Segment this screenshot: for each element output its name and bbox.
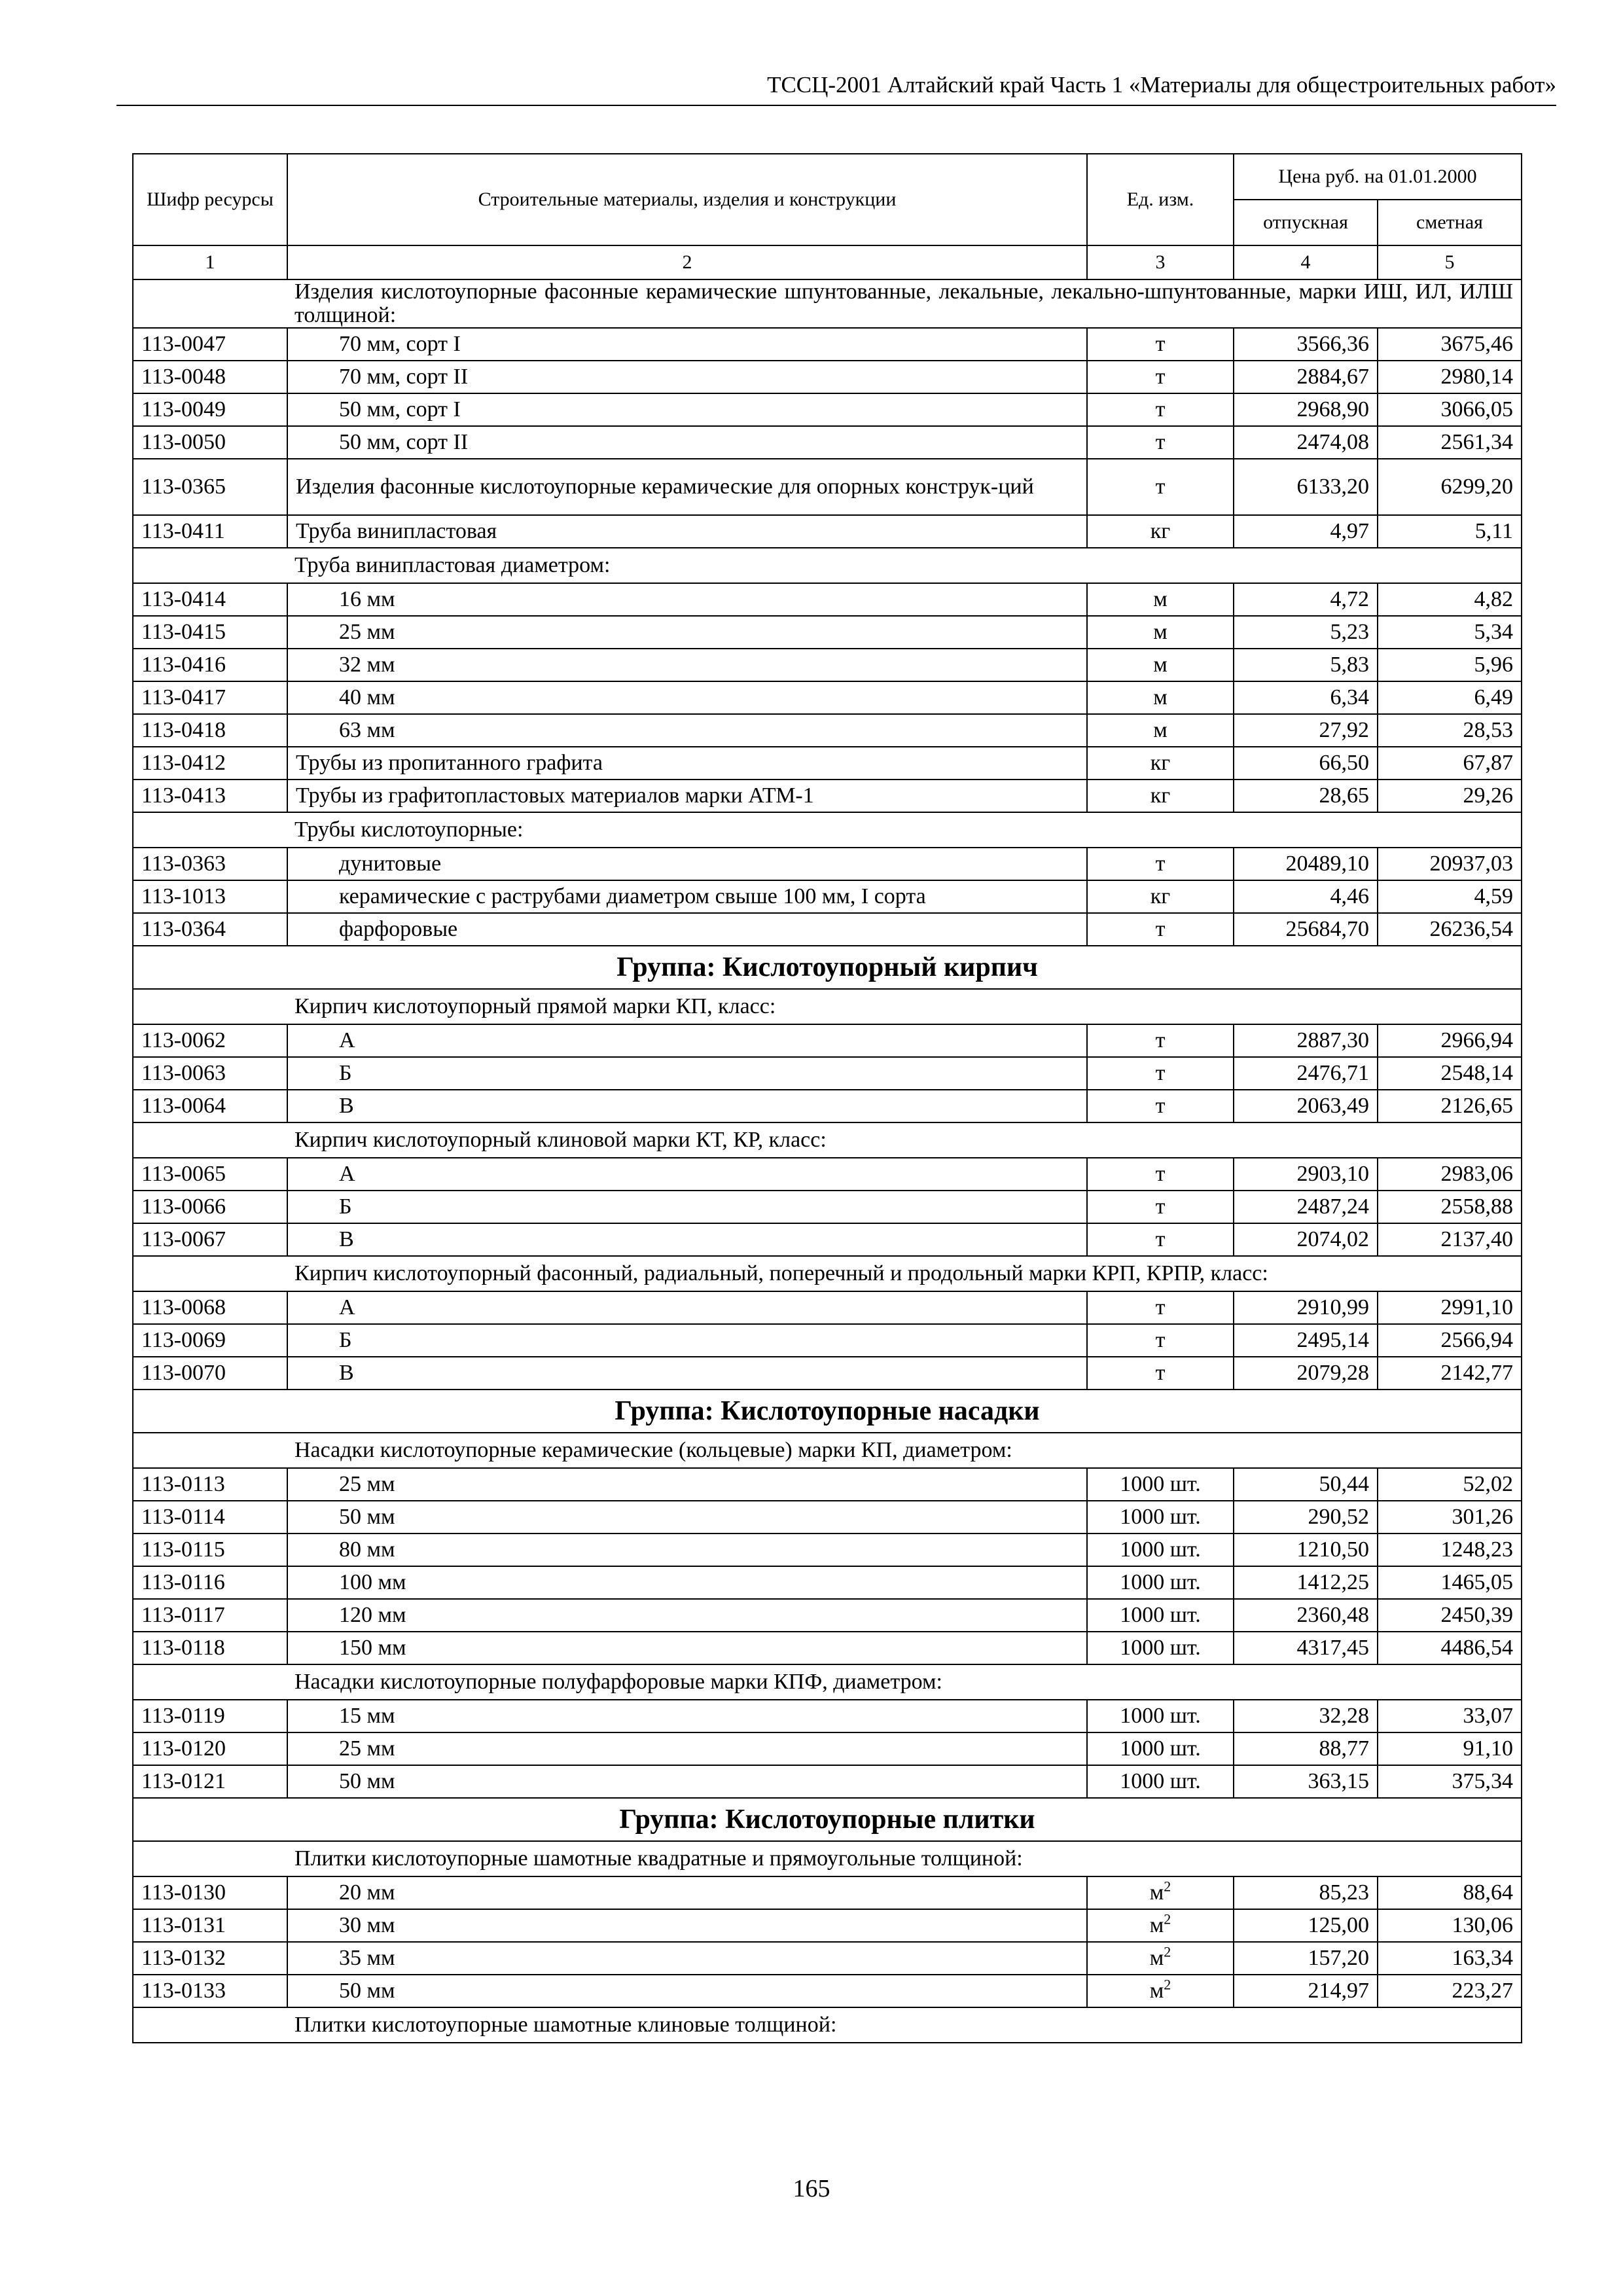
unit-base: м bbox=[1149, 1913, 1164, 1937]
resource-code: 113-0365 bbox=[133, 459, 287, 515]
unit-of-measure: 1000 шт. bbox=[1087, 1765, 1234, 1798]
material-name: Б bbox=[287, 1324, 1087, 1357]
resource-code: 113-0063 bbox=[133, 1057, 287, 1090]
resource-code: 113-0119 bbox=[133, 1700, 287, 1732]
subgroup-title-row bbox=[133, 1256, 1522, 1291]
subgroup-title-row bbox=[133, 1664, 1522, 1700]
subgroup-title: Кирпич кислотоупорный клиновой марки КТ, КР, класс: bbox=[133, 1122, 1522, 1158]
price-estimate: 91,10 bbox=[1378, 1732, 1522, 1765]
resource-code: 113-0066 bbox=[133, 1191, 287, 1223]
resource-code: 113-0133 bbox=[133, 1975, 287, 2007]
price-release: 157,20 bbox=[1234, 1942, 1378, 1975]
subgroup-title-row bbox=[133, 548, 1522, 583]
resource-code: 113-0049 bbox=[133, 393, 287, 426]
price-release: 66,50 bbox=[1234, 747, 1378, 780]
subgroup-title-row bbox=[133, 1433, 1522, 1468]
table-body bbox=[133, 279, 1522, 2043]
material-name: А bbox=[287, 1291, 1087, 1324]
unit-of-measure: т bbox=[1087, 1191, 1234, 1223]
price-estimate: 130,06 bbox=[1378, 1909, 1522, 1942]
material-name: 15 мм bbox=[287, 1700, 1087, 1732]
table-row bbox=[133, 1975, 1522, 2007]
table-row bbox=[133, 583, 1522, 616]
material-name: 40 мм bbox=[287, 681, 1087, 714]
price-release: 88,77 bbox=[1234, 1732, 1378, 1765]
unit-of-measure: 1000 шт. bbox=[1087, 1566, 1234, 1599]
material-name: 70 мм, сорт II bbox=[287, 361, 1087, 393]
price-estimate: 88,64 bbox=[1378, 1876, 1522, 1909]
header-rule bbox=[116, 105, 1556, 106]
material-name: 32 мм bbox=[287, 649, 1087, 681]
material-name: А bbox=[287, 1024, 1087, 1057]
table-row bbox=[133, 747, 1522, 780]
resource-code: 113-0116 bbox=[133, 1566, 287, 1599]
unit-exponent: 2 bbox=[1164, 1878, 1171, 1895]
price-release: 2474,08 bbox=[1234, 426, 1378, 459]
unit-of-measure: т bbox=[1087, 1090, 1234, 1122]
table-row bbox=[133, 1357, 1522, 1390]
material-name: В bbox=[287, 1090, 1087, 1122]
table-row bbox=[133, 328, 1522, 361]
unit-of-measure: 1000 шт. bbox=[1087, 1599, 1234, 1632]
unit-of-measure: м bbox=[1087, 649, 1234, 681]
table-row bbox=[133, 1291, 1522, 1324]
material-name: 80 мм bbox=[287, 1534, 1087, 1566]
unit-exponent: 2 bbox=[1164, 1943, 1171, 1960]
material-name: 63 мм bbox=[287, 714, 1087, 747]
material-name: 25 мм bbox=[287, 1732, 1087, 1765]
table-row bbox=[133, 1942, 1522, 1975]
price-estimate: 2980,14 bbox=[1378, 361, 1522, 393]
table-row bbox=[133, 880, 1522, 913]
subgroup-title: Плитки кислотоупорные шамотные клиновые толщиной: bbox=[133, 2007, 1522, 2043]
price-estimate: 29,26 bbox=[1378, 780, 1522, 812]
table-row bbox=[133, 1876, 1522, 1909]
price-release: 27,92 bbox=[1234, 714, 1378, 747]
resource-code: 113-0069 bbox=[133, 1324, 287, 1357]
material-name: 35 мм bbox=[287, 1942, 1087, 1975]
page-number: 165 bbox=[793, 2175, 830, 2202]
material-name: 16 мм bbox=[287, 583, 1087, 616]
price-estimate: 2142,77 bbox=[1378, 1357, 1522, 1390]
price-estimate: 375,34 bbox=[1378, 1765, 1522, 1798]
price-release: 2887,30 bbox=[1234, 1024, 1378, 1057]
unit-of-measure: т bbox=[1087, 1024, 1234, 1057]
unit-of-measure: 1000 шт. bbox=[1087, 1534, 1234, 1566]
price-estimate: 2983,06 bbox=[1378, 1158, 1522, 1191]
price-estimate: 163,34 bbox=[1378, 1942, 1522, 1975]
price-estimate: 5,34 bbox=[1378, 616, 1522, 649]
material-name: 25 мм bbox=[287, 616, 1087, 649]
price-release: 2910,99 bbox=[1234, 1291, 1378, 1324]
material-name: 50 мм bbox=[287, 1501, 1087, 1534]
price-release: 20489,10 bbox=[1234, 848, 1378, 880]
unit-exponent: 2 bbox=[1164, 1910, 1171, 1928]
price-release: 6133,20 bbox=[1234, 459, 1378, 515]
table-row bbox=[133, 1534, 1522, 1566]
table-row bbox=[133, 913, 1522, 946]
unit-of-measure: т bbox=[1087, 459, 1234, 515]
price-estimate: 1465,05 bbox=[1378, 1566, 1522, 1599]
group-heading-row bbox=[133, 1798, 1522, 1841]
material-name: 50 мм, сорт II bbox=[287, 426, 1087, 459]
col-number: 1 bbox=[133, 245, 287, 279]
resource-code: 113-0413 bbox=[133, 780, 287, 812]
table-row bbox=[133, 1566, 1522, 1599]
resource-code: 113-0113 bbox=[133, 1468, 287, 1501]
table-row bbox=[133, 1024, 1522, 1057]
price-estimate: 2137,40 bbox=[1378, 1223, 1522, 1256]
price-release: 2079,28 bbox=[1234, 1357, 1378, 1390]
table-row bbox=[133, 1765, 1522, 1798]
col-header-price-estimate: сметная bbox=[1378, 200, 1522, 245]
unit-of-measure: м bbox=[1087, 681, 1234, 714]
subgroup-title: Трубы кислотоупорные: bbox=[133, 812, 1522, 848]
unit-of-measure: кг bbox=[1087, 747, 1234, 780]
material-name: 50 мм bbox=[287, 1765, 1087, 1798]
price-release: 2063,49 bbox=[1234, 1090, 1378, 1122]
price-release: 28,65 bbox=[1234, 780, 1378, 812]
col-number: 5 bbox=[1378, 245, 1522, 279]
price-release: 1412,25 bbox=[1234, 1566, 1378, 1599]
unit-of-measure: т bbox=[1087, 1223, 1234, 1256]
material-name: 70 мм, сорт I bbox=[287, 328, 1087, 361]
material-name: Труба винипластовая bbox=[287, 515, 1087, 548]
table-row bbox=[133, 515, 1522, 548]
group-heading: Группа: Кислотоупорные насадки bbox=[133, 1390, 1522, 1433]
table-row bbox=[133, 393, 1522, 426]
price-estimate: 26236,54 bbox=[1378, 913, 1522, 946]
col-header-code: Шифр ресурсы bbox=[133, 154, 287, 245]
col-number: 2 bbox=[287, 245, 1087, 279]
unit-of-measure: м bbox=[1087, 583, 1234, 616]
price-release: 5,83 bbox=[1234, 649, 1378, 681]
material-name: Трубы из пропитанного графита bbox=[287, 747, 1087, 780]
resource-code: 113-0115 bbox=[133, 1534, 287, 1566]
table-row bbox=[133, 1158, 1522, 1191]
price-release: 2487,24 bbox=[1234, 1191, 1378, 1223]
material-name: керамические с раструбами диаметром свыше 100 мм, I сорта bbox=[287, 880, 1087, 913]
price-release: 3566,36 bbox=[1234, 328, 1378, 361]
price-release: 32,28 bbox=[1234, 1700, 1378, 1732]
resource-code: 113-0064 bbox=[133, 1090, 287, 1122]
material-name: 120 мм bbox=[287, 1599, 1087, 1632]
subgroup-title: Кирпич кислотоупорный фасонный, радиальный, поперечный и продольный марки КРП, КРПР, класс: bbox=[133, 1256, 1522, 1291]
material-name: Б bbox=[287, 1057, 1087, 1090]
col-header-name: Строительные материалы, изделия и конструкции bbox=[287, 154, 1087, 245]
running-header: ТССЦ-2001 Алтайский край Часть 1 «Материалы для общестроительных работ» bbox=[767, 72, 1556, 98]
resource-code: 113-0117 bbox=[133, 1599, 287, 1632]
unit-of-measure: т bbox=[1087, 361, 1234, 393]
table-row bbox=[133, 1090, 1522, 1122]
price-estimate: 28,53 bbox=[1378, 714, 1522, 747]
unit-base: м bbox=[1149, 1979, 1164, 2003]
price-estimate: 223,27 bbox=[1378, 1975, 1522, 2007]
price-estimate: 2991,10 bbox=[1378, 1291, 1522, 1324]
unit-of-measure: т bbox=[1087, 1291, 1234, 1324]
price-estimate: 33,07 bbox=[1378, 1700, 1522, 1732]
price-estimate: 2548,14 bbox=[1378, 1057, 1522, 1090]
price-release: 363,15 bbox=[1234, 1765, 1378, 1798]
table-row bbox=[133, 1057, 1522, 1090]
price-release: 2884,67 bbox=[1234, 361, 1378, 393]
price-estimate: 4486,54 bbox=[1378, 1632, 1522, 1664]
price-estimate: 3066,05 bbox=[1378, 393, 1522, 426]
material-name: Б bbox=[287, 1191, 1087, 1223]
price-release: 2903,10 bbox=[1234, 1158, 1378, 1191]
price-release: 2074,02 bbox=[1234, 1223, 1378, 1256]
price-release: 2360,48 bbox=[1234, 1599, 1378, 1632]
table-row bbox=[133, 459, 1522, 515]
group-heading: Группа: Кислотоупорные плитки bbox=[133, 1798, 1522, 1841]
resource-code: 113-0114 bbox=[133, 1501, 287, 1534]
material-name: 25 мм bbox=[287, 1468, 1087, 1501]
col-number: 4 bbox=[1234, 245, 1378, 279]
unit-of-measure bbox=[1087, 1942, 1234, 1975]
price-release: 25684,70 bbox=[1234, 913, 1378, 946]
unit-base: м bbox=[1149, 1880, 1164, 1905]
price-estimate: 2450,39 bbox=[1378, 1599, 1522, 1632]
subgroup-title-row bbox=[133, 989, 1522, 1024]
unit-of-measure: т bbox=[1087, 1324, 1234, 1357]
resource-code: 113-0418 bbox=[133, 714, 287, 747]
resource-code: 113-0121 bbox=[133, 1765, 287, 1798]
col-number: 3 bbox=[1087, 245, 1234, 279]
resource-code: 113-0050 bbox=[133, 426, 287, 459]
price-estimate: 2126,65 bbox=[1378, 1090, 1522, 1122]
table-row bbox=[133, 1732, 1522, 1765]
price-release: 85,23 bbox=[1234, 1876, 1378, 1909]
price-release: 214,97 bbox=[1234, 1975, 1378, 2007]
resource-code: 113-0068 bbox=[133, 1291, 287, 1324]
subgroup-title: Кирпич кислотоупорный прямой марки КП, класс: bbox=[133, 989, 1522, 1024]
material-name: В bbox=[287, 1357, 1087, 1390]
resource-code: 113-0067 bbox=[133, 1223, 287, 1256]
subgroup-title: Плитки кислотоупорные шамотные квадратные и прямоугольные толщиной: bbox=[133, 1841, 1522, 1876]
subgroup-title: Насадки кислотоупорные керамические (кольцевые) марки КП, диаметром: bbox=[133, 1433, 1522, 1468]
table-row bbox=[133, 1632, 1522, 1664]
col-header-price-group: Цена руб. на 01.01.2000 bbox=[1234, 154, 1522, 200]
price-estimate: 5,96 bbox=[1378, 649, 1522, 681]
resource-code: 113-0417 bbox=[133, 681, 287, 714]
price-release: 125,00 bbox=[1234, 1909, 1378, 1942]
material-name: Трубы из графитопластовых материалов марки АТМ-1 bbox=[287, 780, 1087, 812]
material-name: фарфоровые bbox=[287, 913, 1087, 946]
price-estimate: 20937,03 bbox=[1378, 848, 1522, 880]
resource-code: 113-0070 bbox=[133, 1357, 287, 1390]
table-row bbox=[133, 1191, 1522, 1223]
unit-of-measure bbox=[1087, 1975, 1234, 2007]
subgroup-title-row bbox=[133, 812, 1522, 848]
unit-of-measure: 1000 шт. bbox=[1087, 1632, 1234, 1664]
price-estimate: 52,02 bbox=[1378, 1468, 1522, 1501]
unit-of-measure: м bbox=[1087, 616, 1234, 649]
material-name: 150 мм bbox=[287, 1632, 1087, 1664]
group-heading-row bbox=[133, 1390, 1522, 1433]
col-header-price-release: отпускная bbox=[1234, 200, 1378, 245]
unit-of-measure: м bbox=[1087, 714, 1234, 747]
material-name: 20 мм bbox=[287, 1876, 1087, 1909]
resource-code: 113-0131 bbox=[133, 1909, 287, 1942]
resource-code: 113-0363 bbox=[133, 848, 287, 880]
unit-of-measure: т bbox=[1087, 913, 1234, 946]
unit-of-measure: 1000 шт. bbox=[1087, 1732, 1234, 1765]
material-name: 50 мм bbox=[287, 1975, 1087, 2007]
table-row bbox=[133, 1599, 1522, 1632]
table-row bbox=[133, 1468, 1522, 1501]
resource-code: 113-0411 bbox=[133, 515, 287, 548]
subgroup-title-row bbox=[133, 279, 1522, 328]
resource-code: 113-0412 bbox=[133, 747, 287, 780]
table-row bbox=[133, 1223, 1522, 1256]
table-row bbox=[133, 649, 1522, 681]
unit-of-measure: т bbox=[1087, 848, 1234, 880]
unit-of-measure: т bbox=[1087, 1057, 1234, 1090]
price-release: 4,72 bbox=[1234, 583, 1378, 616]
table-row bbox=[133, 780, 1522, 812]
table-row bbox=[133, 1501, 1522, 1534]
price-release: 2476,71 bbox=[1234, 1057, 1378, 1090]
unit-exponent: 2 bbox=[1164, 1976, 1171, 1993]
price-release: 2968,90 bbox=[1234, 393, 1378, 426]
resource-code: 113-0120 bbox=[133, 1732, 287, 1765]
price-estimate: 4,82 bbox=[1378, 583, 1522, 616]
material-name: В bbox=[287, 1223, 1087, 1256]
unit-of-measure: т bbox=[1087, 328, 1234, 361]
price-release: 4,46 bbox=[1234, 880, 1378, 913]
subgroup-title: Изделия кислотоупорные фасонные керамические шпунтованные, лекальные, лекально-шпунтованные, марки ИШ, ИЛ, ИЛШ толщиной: bbox=[133, 279, 1522, 328]
resource-code: 113-0118 bbox=[133, 1632, 287, 1664]
resource-code: 113-0415 bbox=[133, 616, 287, 649]
price-release: 5,23 bbox=[1234, 616, 1378, 649]
price-estimate: 4,59 bbox=[1378, 880, 1522, 913]
price-estimate: 2566,94 bbox=[1378, 1324, 1522, 1357]
unit-of-measure: кг bbox=[1087, 780, 1234, 812]
price-release: 6,34 bbox=[1234, 681, 1378, 714]
subgroup-title-row bbox=[133, 1122, 1522, 1158]
table-row bbox=[133, 1324, 1522, 1357]
price-release: 2495,14 bbox=[1234, 1324, 1378, 1357]
resource-code: 113-0416 bbox=[133, 649, 287, 681]
price-estimate: 5,11 bbox=[1378, 515, 1522, 548]
price-release: 4,97 bbox=[1234, 515, 1378, 548]
group-heading: Группа: Кислотоупорный кирпич bbox=[133, 946, 1522, 989]
price-release: 1210,50 bbox=[1234, 1534, 1378, 1566]
unit-of-measure: т bbox=[1087, 426, 1234, 459]
resource-code: 113-1013 bbox=[133, 880, 287, 913]
table-row bbox=[133, 681, 1522, 714]
subgroup-title: Труба винипластовая диаметром: bbox=[133, 548, 1522, 583]
price-estimate: 1248,23 bbox=[1378, 1534, 1522, 1566]
table-row bbox=[133, 714, 1522, 747]
group-heading-row bbox=[133, 946, 1522, 989]
material-name: дунитовые bbox=[287, 848, 1087, 880]
table-row bbox=[133, 361, 1522, 393]
resource-code: 113-0130 bbox=[133, 1876, 287, 1909]
price-estimate: 3675,46 bbox=[1378, 328, 1522, 361]
price-estimate: 67,87 bbox=[1378, 747, 1522, 780]
unit-of-measure: 1000 шт. bbox=[1087, 1700, 1234, 1732]
unit-of-measure: 1000 шт. bbox=[1087, 1468, 1234, 1501]
table-row bbox=[133, 848, 1522, 880]
col-header-unit: Ед. изм. bbox=[1087, 154, 1234, 245]
price-estimate: 2561,34 bbox=[1378, 426, 1522, 459]
resource-code: 113-0062 bbox=[133, 1024, 287, 1057]
price-estimate: 2966,94 bbox=[1378, 1024, 1522, 1057]
unit-of-measure bbox=[1087, 1909, 1234, 1942]
resource-code: 113-0132 bbox=[133, 1942, 287, 1975]
price-estimate: 6299,20 bbox=[1378, 459, 1522, 515]
table-row bbox=[133, 1909, 1522, 1942]
price-estimate: 2558,88 bbox=[1378, 1191, 1522, 1223]
unit-of-measure: т bbox=[1087, 1357, 1234, 1390]
material-name: Изделия фасонные кислотоупорные керамические для опорных конструк-ций bbox=[287, 459, 1087, 515]
resource-code: 113-0048 bbox=[133, 361, 287, 393]
unit-of-measure: т bbox=[1087, 393, 1234, 426]
subgroup-title: Насадки кислотоупорные полуфарфоровые марки КПФ, диаметром: bbox=[133, 1664, 1522, 1700]
material-name: 100 мм bbox=[287, 1566, 1087, 1599]
unit-of-measure: кг bbox=[1087, 515, 1234, 548]
material-name: А bbox=[287, 1158, 1087, 1191]
price-table bbox=[132, 153, 1522, 2043]
price-estimate: 6,49 bbox=[1378, 681, 1522, 714]
resource-code: 113-0065 bbox=[133, 1158, 287, 1191]
subgroup-title-row bbox=[133, 1841, 1522, 1876]
price-release: 290,52 bbox=[1234, 1501, 1378, 1534]
material-name: 30 мм bbox=[287, 1909, 1087, 1942]
unit-base: м bbox=[1149, 1946, 1164, 1970]
price-release: 4317,45 bbox=[1234, 1632, 1378, 1664]
table-row bbox=[133, 1700, 1522, 1732]
table-row bbox=[133, 616, 1522, 649]
price-estimate: 301,26 bbox=[1378, 1501, 1522, 1534]
resource-code: 113-0414 bbox=[133, 583, 287, 616]
table-row bbox=[133, 426, 1522, 459]
subgroup-title-row bbox=[133, 2007, 1522, 2043]
price-release: 50,44 bbox=[1234, 1468, 1378, 1501]
unit-of-measure bbox=[1087, 1876, 1234, 1909]
material-name: 50 мм, сорт I bbox=[287, 393, 1087, 426]
unit-of-measure: 1000 шт. bbox=[1087, 1501, 1234, 1534]
resource-code: 113-0047 bbox=[133, 328, 287, 361]
resource-code: 113-0364 bbox=[133, 913, 287, 946]
unit-of-measure: т bbox=[1087, 1158, 1234, 1191]
unit-of-measure: кг bbox=[1087, 880, 1234, 913]
